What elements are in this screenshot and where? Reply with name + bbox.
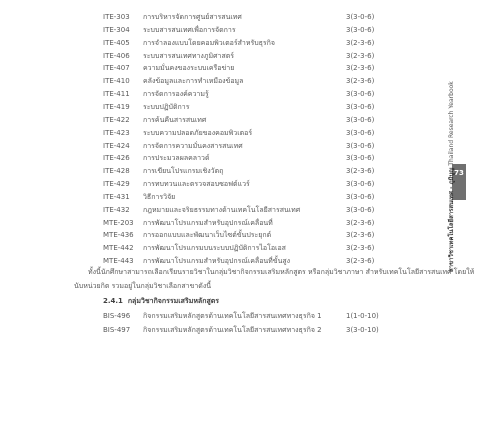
- section-number: 2.4.1: [103, 297, 123, 305]
- course-credits: 3(3-0-6): [346, 205, 375, 214]
- course-code: ITE-431: [103, 192, 130, 201]
- course-code: ITE-419: [103, 102, 130, 111]
- course-title: กิจกรรมเสริมหลักสูตรด้านเทคโนโลยีสารสนเทศทางธุรกิจ 1: [143, 312, 322, 320]
- course-title: การประมวลผลคลาวด์: [143, 154, 210, 163]
- section-heading: [103, 296, 219, 307]
- course-code: MTE-443: [103, 257, 134, 266]
- course-code: ITE-422: [103, 115, 130, 124]
- course-code: BIS-497: [103, 326, 131, 334]
- course-title: คลังข้อมูลและการทำเหมืองข้อมูล: [143, 77, 244, 86]
- course-title: วิธีการวิจัย: [143, 192, 176, 201]
- course-title: การพัฒนาโปรแกรมบนระบบปฏิบัติการไอโอเอส: [143, 244, 286, 253]
- course-code: ITE-426: [103, 154, 130, 163]
- course-credits: 3(2-3-6): [346, 77, 375, 86]
- course-credits: 3(2-3-6): [346, 38, 375, 47]
- course-title: การพัฒนาโปรแกรมสำหรับอุปกรณ์เคลื่อนที่ขั้นสูง: [143, 257, 291, 266]
- side-caption-small: Thailand Research Yearbook: [448, 81, 455, 166]
- paragraph-line-2: นับหน่วยกิต รวมอยู่ในกลุ่มวิชาเลือกสาขาดังนี้: [74, 282, 212, 290]
- course-code: ITE-432: [103, 205, 130, 214]
- course-title: การพัฒนาโปรแกรมสำหรับอุปกรณ์เคลื่อนที่: [143, 218, 273, 227]
- course-title: ความมั่นคงของระบบเครือข่าย: [143, 64, 235, 73]
- side-caption-bold: สาขาวิชาเทคโนโลยีสารสนเทศ - ภูมิบูญ: [448, 167, 455, 272]
- course-title: ระบบสารสนเทศทางภูมิศาสตร์: [143, 51, 235, 60]
- course-code: MTE-203: [103, 218, 134, 227]
- course-code: MTE-436: [103, 231, 134, 240]
- course-code: ITE-410: [103, 77, 130, 86]
- course-credits: 3(3-0-6): [346, 102, 375, 111]
- course-title: การบริหารจัดการศูนย์สารสนเทศ: [143, 13, 242, 21]
- course-credits: 3(3-0-10): [346, 326, 379, 334]
- course-code: ITE-407: [103, 64, 130, 73]
- side-caption: [446, 81, 456, 272]
- course-credits: 3(2-3-6): [346, 218, 375, 227]
- course-code: ITE-411: [103, 90, 130, 99]
- course-credits: 3(3-0-6): [346, 154, 375, 163]
- course-code: ITE-406: [103, 51, 130, 60]
- course-title: การจัดการองค์ความรู้: [143, 90, 209, 99]
- course-title: การค้นคืนสารสนเทศ: [143, 115, 207, 124]
- course-title: ระบบความปลอดภัยของคอมพิวเตอร์: [143, 128, 253, 137]
- course-credits: 1(1-0-10): [346, 312, 379, 320]
- course-credits: 3(2-3-6): [346, 244, 375, 253]
- course-credits: 3(2-3-6): [346, 231, 375, 240]
- course-title: ระบบสารสนเทศเพื่อการจัดการ: [143, 25, 236, 34]
- course-code: ITE-423: [103, 128, 130, 137]
- course-credits: 3(3-0-6): [346, 25, 375, 34]
- course-code: MTE-442: [103, 244, 134, 253]
- section-title: กลุ่มวิชากิจกรรมเสริมหลักสูตร: [127, 297, 220, 305]
- course-code: ITE-424: [103, 141, 130, 150]
- course-code: ITE-303: [103, 13, 130, 21]
- course-title: การจัดการความมั่นคงสารสนเทศ: [143, 141, 243, 150]
- course-title: การจำลองแบบโดยคอมพิวเตอร์สำหรับธุรกิจ: [143, 38, 276, 47]
- course-credits: 3(2-3-6): [346, 167, 375, 176]
- course-code: ITE-429: [103, 180, 130, 189]
- course-credits: 3(3-0-6): [346, 192, 375, 201]
- course-credits: 3(3-0-6): [346, 115, 375, 124]
- course-credits: 3(2-3-6): [346, 51, 375, 60]
- course-code: ITE-405: [103, 38, 130, 47]
- page-number: 73: [454, 169, 464, 177]
- course-code: BIS-496: [103, 312, 131, 320]
- course-credits: 3(2-3-6): [346, 64, 375, 73]
- course-credits: 3(3-0-6): [346, 13, 375, 21]
- course-title: การทบทวนและตรวจสอบซอฟต์แวร์: [143, 180, 250, 189]
- course-title: การเขียนโปรแกรมเชิงวัตถุ: [143, 167, 224, 176]
- course-code: ITE-428: [103, 167, 130, 176]
- course-credits: 3(2-3-6): [346, 257, 375, 266]
- course-credits: 3(3-0-6): [346, 128, 375, 137]
- course-credits: 3(3-0-6): [346, 141, 375, 150]
- course-title: กฎหมายและจริยธรรมทางด้านเทคโนโลยีสารสนเทศ: [143, 205, 301, 214]
- course-title: ระบบปฏิบัติการ: [143, 102, 190, 111]
- course-title: กิจกรรมเสริมหลักสูตรด้านเทคโนโลยีสารสนเทศทางธุรกิจ 2: [143, 326, 322, 334]
- course-title: การออกแบบและพัฒนาเว็บไซต์ขั้นประยุกต์: [143, 231, 272, 240]
- paragraph-line-1: ทั้งนี้นักศึกษาสามารถเลือกเรียนรายวิชาในกลุ่มวิชากิจกรรมเสริมหลักสูตร หรือกลุ่มวิชาภาษา สำหรับเทคโนโลยีสารสนเทศ โดยให้: [88, 268, 475, 276]
- course-code: ITE-304: [103, 25, 130, 34]
- course-credits: 3(3-0-6): [346, 90, 375, 99]
- course-credits: 3(3-0-6): [346, 180, 375, 189]
